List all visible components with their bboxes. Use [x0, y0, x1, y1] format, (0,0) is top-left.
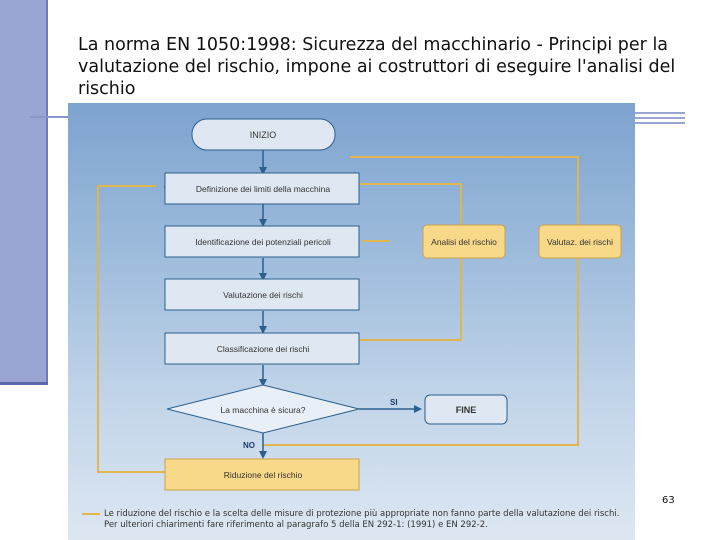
reduction-label: Riduzione del rischio [223, 470, 303, 480]
start-label: INIZIO [249, 130, 277, 140]
decorative-lines [635, 112, 685, 126]
step-label-classification: Classificazione dei rischi [216, 344, 310, 354]
figure-caption: Le riduzione del rischio e la scelta delle misure di protezione più appropriate non fanno parte della valutazione dei rischi. Per ulteriori chiarimenti fare riferimento al paragrafo 5 della EN 292-1: (1991) e EN 292-2. [104, 509, 620, 530]
slide-title: La norma EN 1050:1998: Sicurezza del macchinario - Principi per la valutazione del rischio, impone ai costruttori di eseguire l'analisi del rischio [78, 35, 676, 99]
end-label: FINE [455, 405, 477, 415]
no-label: NO [243, 441, 255, 450]
step-label-evaluation: Valutazione dei rischi [223, 290, 303, 300]
decision-label: La macchina è sicura? [220, 405, 306, 415]
risk-evaluation-label: Valutaz. dei rischi [547, 237, 613, 247]
analysis-label: Analisi del rischio [431, 237, 497, 247]
left-accent-line [46, 0, 48, 385]
flowchart-figure [68, 103, 635, 540]
left-accent-bottom [0, 382, 48, 385]
flowchart-svg [68, 103, 635, 540]
yes-label: SI [390, 398, 398, 407]
left-accent-bar [0, 0, 46, 385]
step-label-hazards: Identificazione dei potenziali pericoli [195, 237, 331, 247]
page-number: 63 [662, 495, 675, 506]
step-label-limits: Definizione dei limiti della macchina [195, 184, 331, 194]
